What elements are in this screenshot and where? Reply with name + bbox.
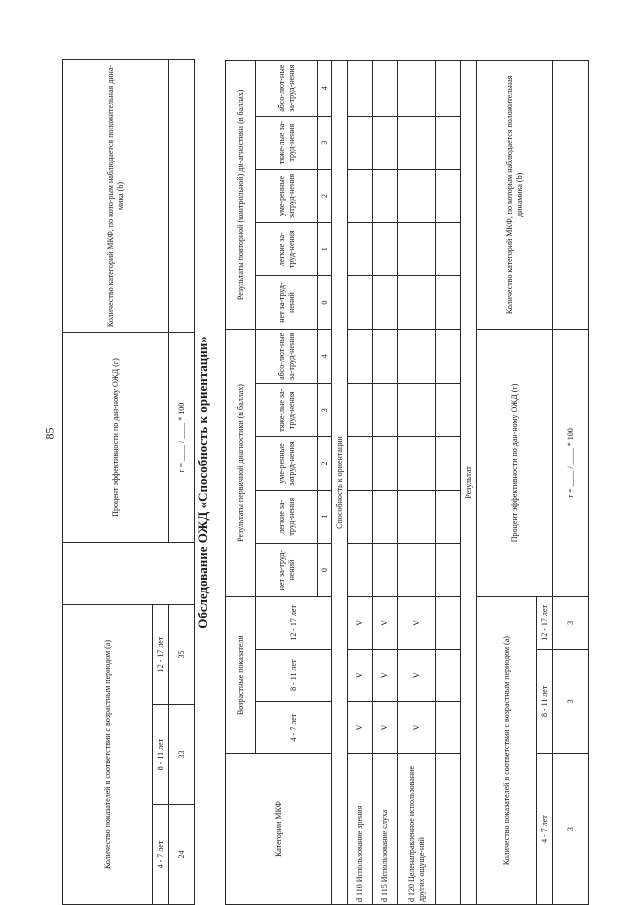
result-age-label: 4 - 7 лет [537,754,553,905]
score-cell [348,490,373,543]
score-cell [373,437,398,490]
score-cell [373,61,398,117]
repeat-score-header: абсо-лют-ные за-труд-нения [256,61,318,117]
score-cell [348,169,373,222]
summary-age-label: 12 - 17 лет [153,605,169,705]
repeat-diagnostics-header: Результаты повторной (контрольной) ди-агностики (в баллах) [226,61,256,330]
mkf-categories-header: Категории МКФ [226,754,332,905]
age-check-mark: V [398,649,436,701]
age-check-mark: V [348,649,373,701]
summary-age-value: 35 [169,605,195,705]
table-row-empty [436,61,461,905]
summary-col-b-header: Количество категорий МКФ, по кото-рым наблюдается положительная дина-мика (b) [63,60,169,333]
table-row [348,61,373,905]
empty-cell [436,490,461,543]
result-col-b-header: Количество категорий МКФ, по которым наблюдается положительная динамика (b) [477,61,553,330]
primary-score-header: тяже-лые за-труд-нения [256,384,318,437]
age-check-mark: V [373,701,398,753]
empty-cell [436,701,461,753]
section-title: Обследование ОЖД «Способность к ориентации» [195,336,210,629]
age-col-header: 8 - 11 лет [256,649,332,701]
score-cell [398,276,436,329]
result-age-value: 3 [553,597,589,649]
score-cell [398,437,436,490]
score-cell [398,384,436,437]
score-cell [398,61,436,117]
age-col-header: 12 - 17 лет [256,597,332,649]
primary-score-header: нет за-труд-нений [256,543,318,596]
score-cell [373,384,398,437]
empty-cell [436,384,461,437]
result-formula: r = ____ / ____ * 100 [553,329,589,597]
score-cell [398,169,436,222]
result-age-value: 3 [553,754,589,905]
score-cell [398,543,436,596]
score-cell [398,490,436,543]
result-age-label: 12 - 17 лет [537,597,553,649]
empty-cell [436,437,461,490]
score-cell [398,223,436,276]
score-cell [348,329,373,383]
age-check-mark: V [348,597,373,649]
primary-diagnostics-header: Результаты первичной диагностики (в баллах) [226,329,256,597]
repeat-score-header: нет за-труд-нений [256,276,318,329]
table-row [373,61,398,905]
empty-cell [436,597,461,649]
primary-score-header: абсо-лют-ные за-труд-нения [256,329,318,383]
result-age-value: 3 [553,649,589,754]
age-col-header: 4 - 7 лет [256,701,332,753]
orientation-table [225,60,589,905]
mkf-category-label: d 120 Целенаправленное использование других ощуще-ний [398,754,436,905]
result-label: Результат [461,61,477,905]
primary-score-number: 3 [318,384,332,437]
summary-formula: r = ____ / ____ * 100 [169,333,195,543]
score-cell [348,61,373,117]
score-cell [348,384,373,437]
empty-cell [436,223,461,276]
age-check-mark: V [348,701,373,753]
rotated-page-content [62,60,587,905]
score-cell [373,490,398,543]
summary-age-label: 8 - 11 лет [153,705,169,805]
summary-age-value: 24 [169,805,195,905]
empty-cell [436,61,461,117]
mkf-category-label: d 110 Использование зрения [348,754,373,905]
summary-age-value: 33 [169,705,195,805]
repeat-score-number: 3 [318,116,332,169]
summary-b-value [169,60,195,333]
score-cell [373,116,398,169]
repeat-score-header: тяже-лые за-труд-нения [256,116,318,169]
score-cell [398,329,436,383]
summary-col-a-header: Количество показателей в соответствии с возрастным периодом (а) [63,605,153,905]
repeat-score-header: уме-ренные затруд-нения [256,169,318,222]
score-cell [348,276,373,329]
empty-cell [436,754,461,905]
table-row [398,61,436,905]
repeat-score-number: 2 [318,169,332,222]
age-check-mark: V [373,649,398,701]
empty-cell [436,116,461,169]
score-cell [348,223,373,276]
empty-cell [436,543,461,596]
score-cell [373,169,398,222]
summary-age-label: 4 - 7 лет [153,805,169,905]
primary-score-number: 2 [318,437,332,490]
repeat-score-number: 1 [318,223,332,276]
empty-cell [436,169,461,222]
page-number: 85 [42,427,57,440]
empty-cell [436,649,461,701]
section-label: Способность к ориентации [332,61,348,905]
summary-table [62,59,195,905]
score-cell [348,543,373,596]
primary-score-number: 0 [318,543,332,596]
primary-score-header: легкие за-труд-нения [256,490,318,543]
summary-spacer [63,543,195,605]
empty-cell [436,276,461,329]
age-check-mark: V [398,701,436,753]
mkf-category-label: d 115 Использование слуха [373,754,398,905]
result-col-a-header: Количество показателей в соответствии с возрастным периодом (а) [477,597,537,905]
primary-score-number: 4 [318,329,332,383]
primary-score-number: 1 [318,490,332,543]
age-indicators-header: Возрастные показатели [226,597,256,754]
score-cell [373,276,398,329]
score-cell [373,329,398,383]
repeat-score-header: легкие за-труд-нения [256,223,318,276]
age-check-mark: V [373,597,398,649]
score-cell [348,116,373,169]
score-cell [398,116,436,169]
primary-score-header: уме-ренные затруд-нения [256,437,318,490]
score-cell [348,437,373,490]
summary-col-r-header: Процент эффективности по дан-ному ОЖД (г) [63,333,169,543]
empty-cell [436,329,461,383]
repeat-score-number: 4 [318,61,332,117]
score-cell [373,543,398,596]
score-cell [373,223,398,276]
repeat-score-number: 0 [318,276,332,329]
result-b-value [553,61,589,330]
age-check-mark: V [398,597,436,649]
result-age-label: 8 - 11 лет [537,649,553,754]
result-col-r-header: Процент эффективности по дан-ному ОЖД (г) [477,329,553,597]
